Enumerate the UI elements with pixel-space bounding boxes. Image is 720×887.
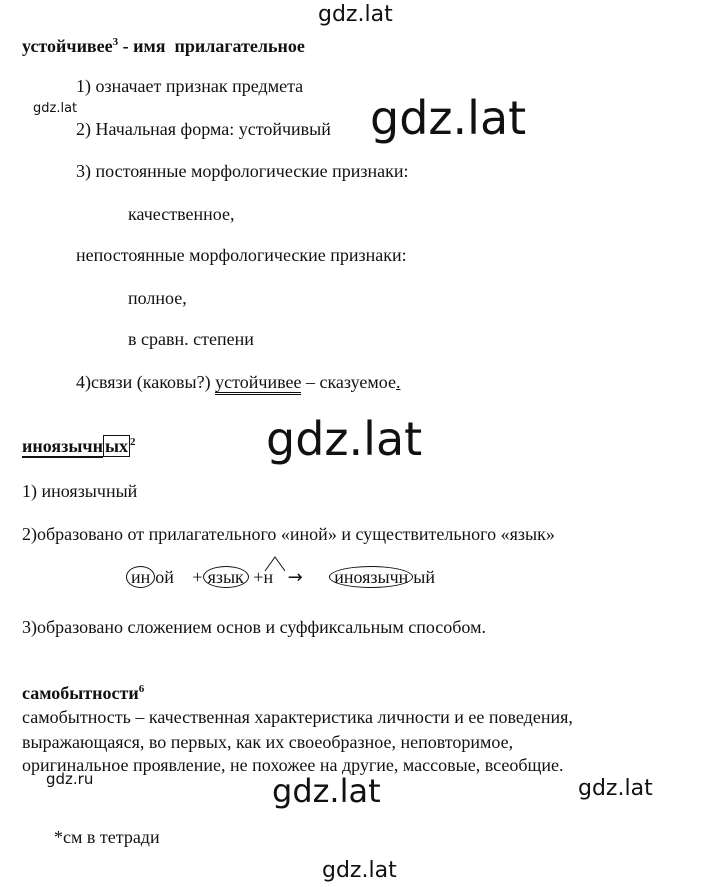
- s2-item-3: 3)образовано сложением основ и суффиксальным способом.: [22, 617, 486, 637]
- item-4-question: 4)связи (каковы?): [76, 372, 211, 392]
- footnote-mark-2: 2: [130, 436, 136, 448]
- root-ellipse-2: язык: [203, 566, 249, 588]
- s2-item-1: 1) иноязычный: [22, 481, 138, 501]
- heading-rest: - имя прилагательное: [118, 36, 305, 56]
- watermark-large-1: gdz.lat: [370, 91, 527, 145]
- item-4-dot: .: [396, 372, 401, 392]
- item-3-variable: непостоянные морфологические признаки:: [76, 245, 407, 265]
- section3-heading: [22, 683, 144, 704]
- section1-heading: [22, 36, 305, 57]
- suffix-caret-icon: [264, 556, 286, 572]
- suffix-n: н: [263, 567, 274, 587]
- s2-item-2: 2)образовано от прилагательного «иной» и существительного «язык»: [22, 524, 555, 544]
- watermark-bottom-right: gdz.lat: [578, 776, 653, 801]
- item-3: 3) постоянные морфологические признаки:: [76, 161, 409, 181]
- watermark-small-left: gdz.lat: [33, 101, 78, 116]
- footnote: *см в тетради: [54, 827, 160, 847]
- heading-word-3: самобытности: [22, 683, 139, 703]
- footnote-mark: 3: [112, 36, 119, 48]
- plus-2: +: [253, 567, 264, 587]
- result-ending: ый: [413, 567, 436, 587]
- item-3-quality: качественное,: [128, 204, 235, 224]
- s3-line-1: самобытность – качественная характеристика личности и ее поведения,: [22, 707, 573, 727]
- root-ellipse-1: ин: [126, 566, 155, 588]
- heading-word: устойчивее: [22, 36, 113, 56]
- item-4-predicate: устойчивее: [215, 372, 301, 395]
- section2-heading: [22, 436, 136, 457]
- heading-ending-box: ых: [104, 436, 129, 456]
- item-4: [76, 372, 401, 393]
- item-1: 1) означает признак предмета: [76, 76, 304, 96]
- item-4-role: – сказуемое: [301, 372, 396, 392]
- watermark-large-2: gdz.lat: [266, 412, 423, 466]
- heading-root: иноязычн: [22, 436, 103, 456]
- item-3-degree: в сравн. степени: [128, 329, 254, 349]
- result-ellipse: иноязычн: [329, 566, 413, 588]
- watermark-large-3: gdz.lat: [272, 772, 381, 810]
- watermark-top: gdz.lat: [318, 2, 393, 27]
- s3-line-2: выражающаяся, во первых, как их своеобразное, неповторимое,: [22, 732, 514, 752]
- item-3-full: полное,: [128, 288, 187, 308]
- arrow: →: [287, 567, 303, 588]
- item-2: 2) Начальная форма: устойчивый: [76, 119, 331, 139]
- s3-line-3: оригинальное проявление, не похожее на другие, массовые, всеобщие.: [22, 755, 564, 775]
- watermark-gdz-ru: gdz.ru: [46, 770, 94, 788]
- footnote-mark-3: 6: [138, 683, 145, 695]
- scheme-ending-1: ой: [155, 567, 174, 587]
- watermark-bottom: gdz.lat: [322, 858, 397, 883]
- plus-1: +: [192, 567, 203, 587]
